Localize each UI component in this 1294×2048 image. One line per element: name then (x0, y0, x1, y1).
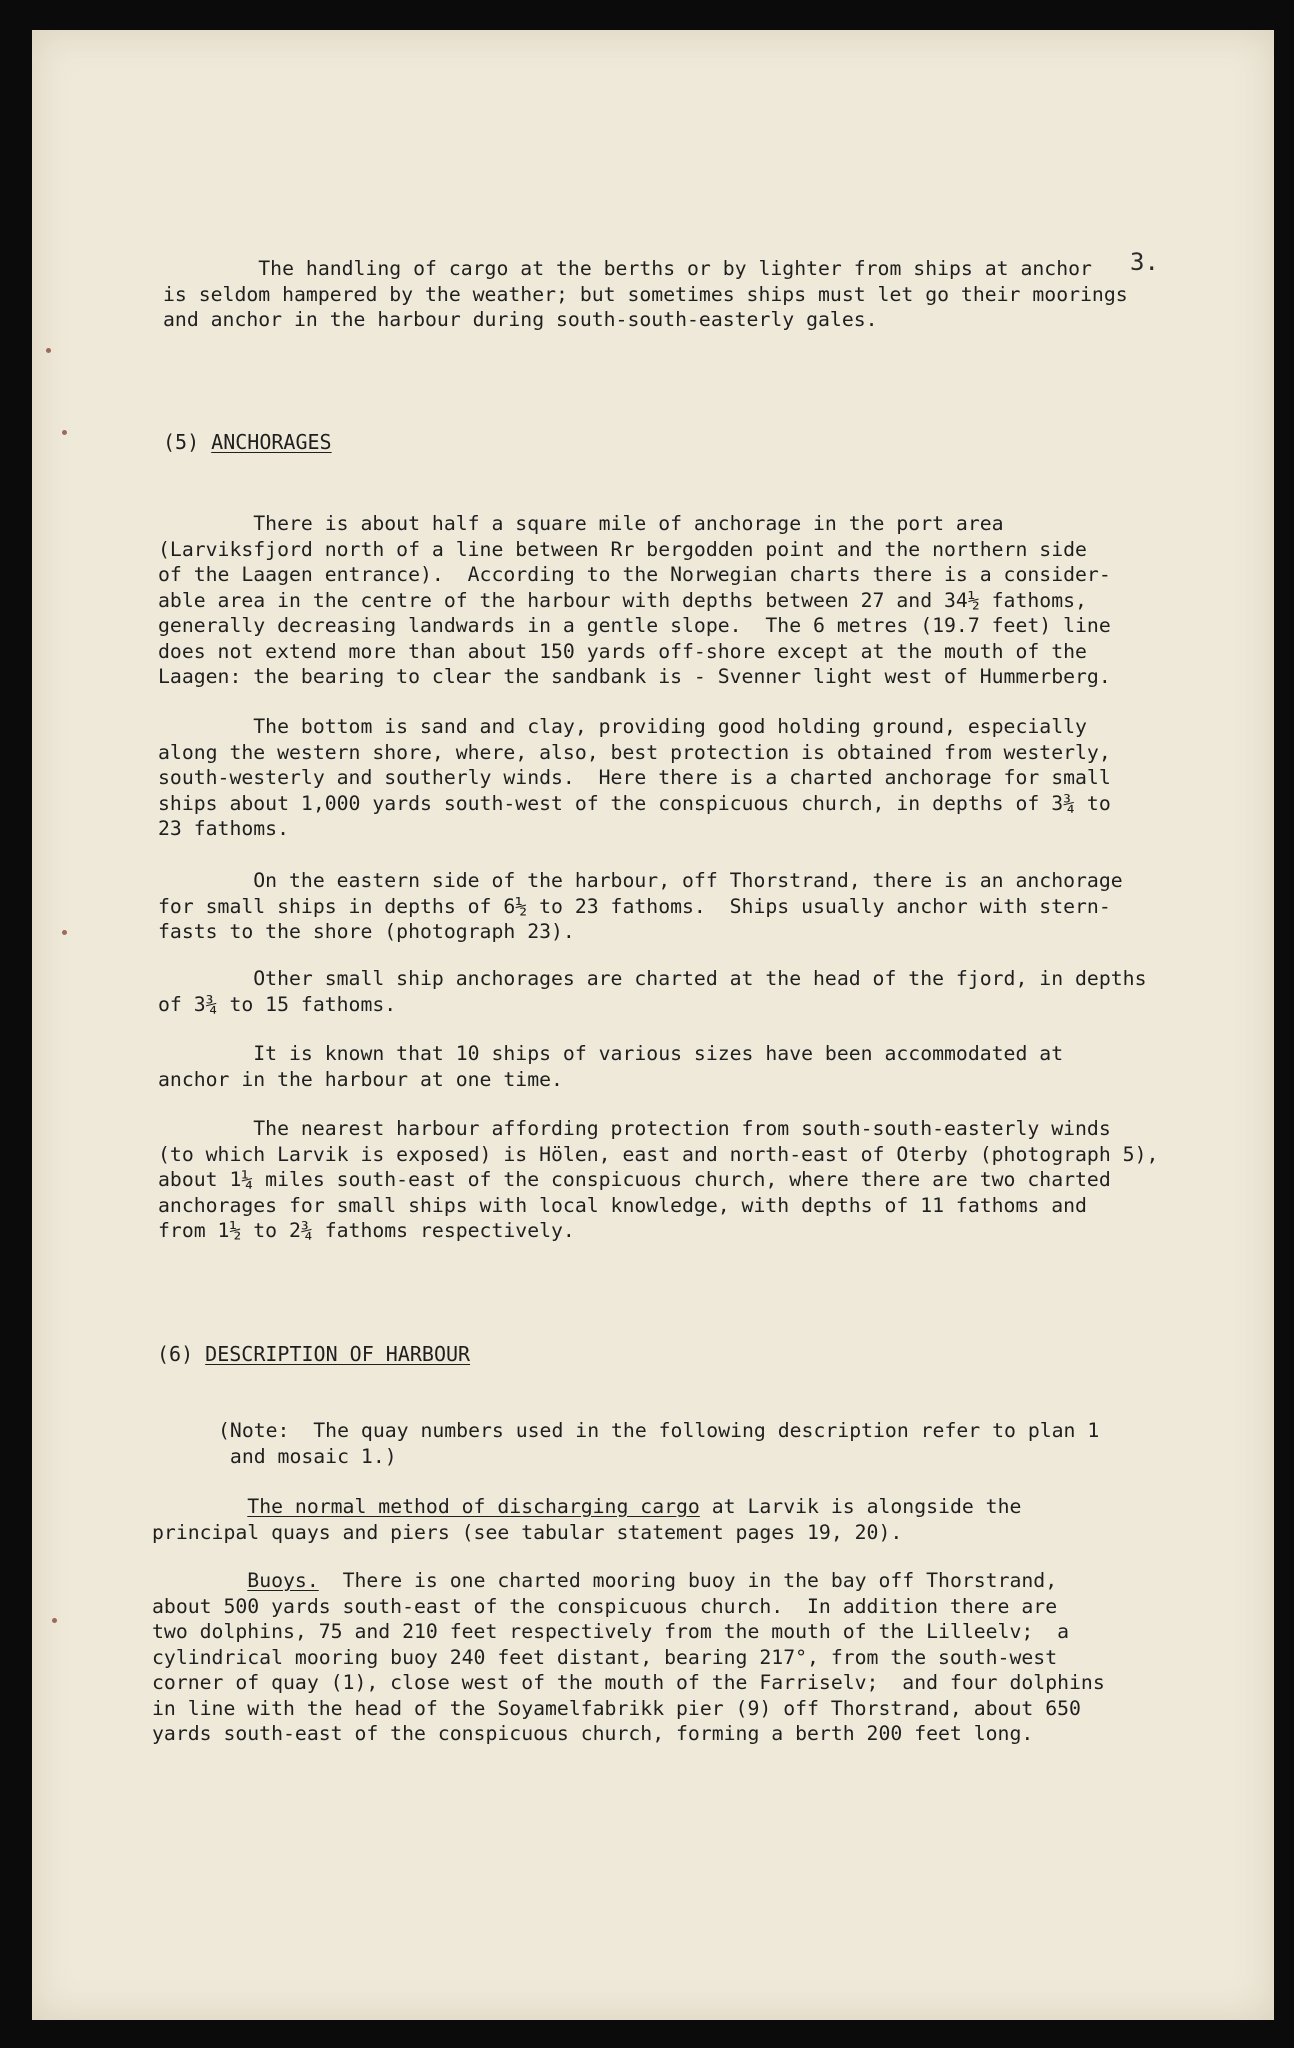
paragraph (158, 966, 1146, 1017)
text-line: It is known that 10 ships of various sizes have been accommodated at (158, 1042, 1064, 1065)
text-line: from 1½ to 2¾ fathoms respectively. (158, 1219, 575, 1242)
section-title: ANCHORAGES (211, 430, 332, 454)
text-line: for small ships in depths of 6½ to 23 fathoms. Ships usually anchor with stern- (158, 894, 1111, 918)
buoys-label: Buoys. (247, 1569, 319, 1592)
text-line: cylindrical mooring buoy 240 feet distant, bearing 217°, from the south-west (152, 1645, 1058, 1669)
text-line: (Note: The quay numbers used in the following description refer to plan 1 (218, 1419, 1100, 1442)
text-line: at Larvik is alongside the (699, 1495, 1022, 1518)
text-line: anchorages for small ships with local knowledge, with depths of 11 fathoms and (158, 1193, 1087, 1217)
punch-mark (46, 348, 51, 353)
text-line: south-westerly and southerly winds. Here there is a charted anchorage for small (158, 766, 1111, 789)
punch-mark (52, 1618, 57, 1623)
text-line: and anchor in the harbour during south-south-easterly gales. (163, 308, 878, 331)
section-heading-description (157, 1342, 470, 1366)
indent (152, 1569, 247, 1592)
text-line: along the western shore, where, also, best protection is obtained from westerly, (158, 740, 1111, 764)
section-number: (6) (157, 1342, 194, 1366)
text-line: principal quays and piers (see tabular statement pages 19, 20). (152, 1520, 903, 1544)
text-line: able area in the centre of the harbour with depths between 27 and 34½ fathoms, (158, 588, 1087, 612)
text-line: generally decreasing landwards in a gentle slope. The 6 metres (19.7 feet) line (158, 614, 1111, 637)
text-line: anchor in the harbour at one time. (158, 1067, 563, 1091)
section-heading-anchorages (163, 430, 332, 454)
paragraph (158, 714, 1111, 842)
text-line: ships about 1,000 yards south-west of the conspicuous church, in depths of 3¾ to (158, 791, 1111, 815)
intro-paragraph (163, 256, 1128, 333)
text-line: of 3¾ to 15 fathoms. (158, 992, 397, 1016)
paragraph (158, 511, 1111, 690)
section-number: (5) (163, 430, 200, 454)
text-line: There is about half a square mile of anchorage in the port area (158, 512, 1004, 535)
text-line: The bottom is sand and clay, providing good holding ground, especially (158, 715, 1087, 738)
indent (152, 1495, 247, 1518)
paragraph (158, 868, 1123, 945)
text-line: There is one charted mooring buoy in the bay off Thorstrand, (318, 1569, 1058, 1592)
text-line: yards south-east of the conspicuous church, forming a berth 200 feet long. (152, 1722, 1034, 1745)
text-line: The nearest harbour affording protection from south-south-easterly winds (158, 1117, 1111, 1140)
text-line: fasts to the shore (photograph 23). (158, 920, 575, 943)
text-line: two dolphins, 75 and 210 feet respectively from the mouth of the Lilleelv; a (152, 1620, 1070, 1643)
text-line: The handling of cargo at the berths or by lighter from ships at anchor (163, 257, 1092, 280)
note (218, 1418, 1099, 1469)
section-title: DESCRIPTION OF HARBOUR (205, 1342, 471, 1366)
discharge-heading: The normal method of discharging cargo (247, 1495, 700, 1518)
text-line: in line with the head of the Soyamelfabrikk pier (9) off Thorstrand, about 650 (152, 1696, 1081, 1720)
text-line: and mosaic 1.) (218, 1444, 397, 1468)
paragraph (158, 1116, 1158, 1244)
discharge-paragraph (152, 1494, 1021, 1545)
page-number: 3. (1130, 248, 1159, 276)
paragraph (158, 1041, 1063, 1092)
text-line: On the eastern side of the harbour, off Thorstrand, there is an anchorage (158, 869, 1123, 892)
text-line: of the Laagen entrance). According to the Norwegian charts there is a consider- (158, 563, 1111, 586)
text-line: (Larviksfjord north of a line between Rr bergodden point and the northern side (158, 537, 1087, 561)
text-line: (to which Larvik is exposed) is Hölen, east and north-east of Oterby (photograph 5), (158, 1142, 1159, 1166)
text-line: Laagen: the bearing to clear the sandbank is - Svenner light west of Hummerberg. (158, 665, 1111, 688)
text-line: 23 fathoms. (158, 817, 290, 840)
buoys-paragraph (152, 1568, 1105, 1747)
text-line: about 500 yards south-east of the conspicuous church. In addition there are (152, 1594, 1058, 1618)
text-line: about 1¼ miles south-east of the conspicuous church, where there are two charted (158, 1168, 1111, 1191)
text-line: is seldom hampered by the weather; but sometimes ships must let go their moorings (163, 282, 1128, 306)
text-line: corner of quay (1), close west of the mouth of the Farriselv; and four dolphins (152, 1671, 1105, 1694)
punch-mark (62, 930, 67, 935)
punch-mark (62, 430, 67, 435)
text-line: Other small ship anchorages are charted at the head of the fjord, in depths (158, 967, 1147, 990)
text-line: does not extend more than about 150 yards off-shore except at the mouth of the (158, 639, 1087, 663)
